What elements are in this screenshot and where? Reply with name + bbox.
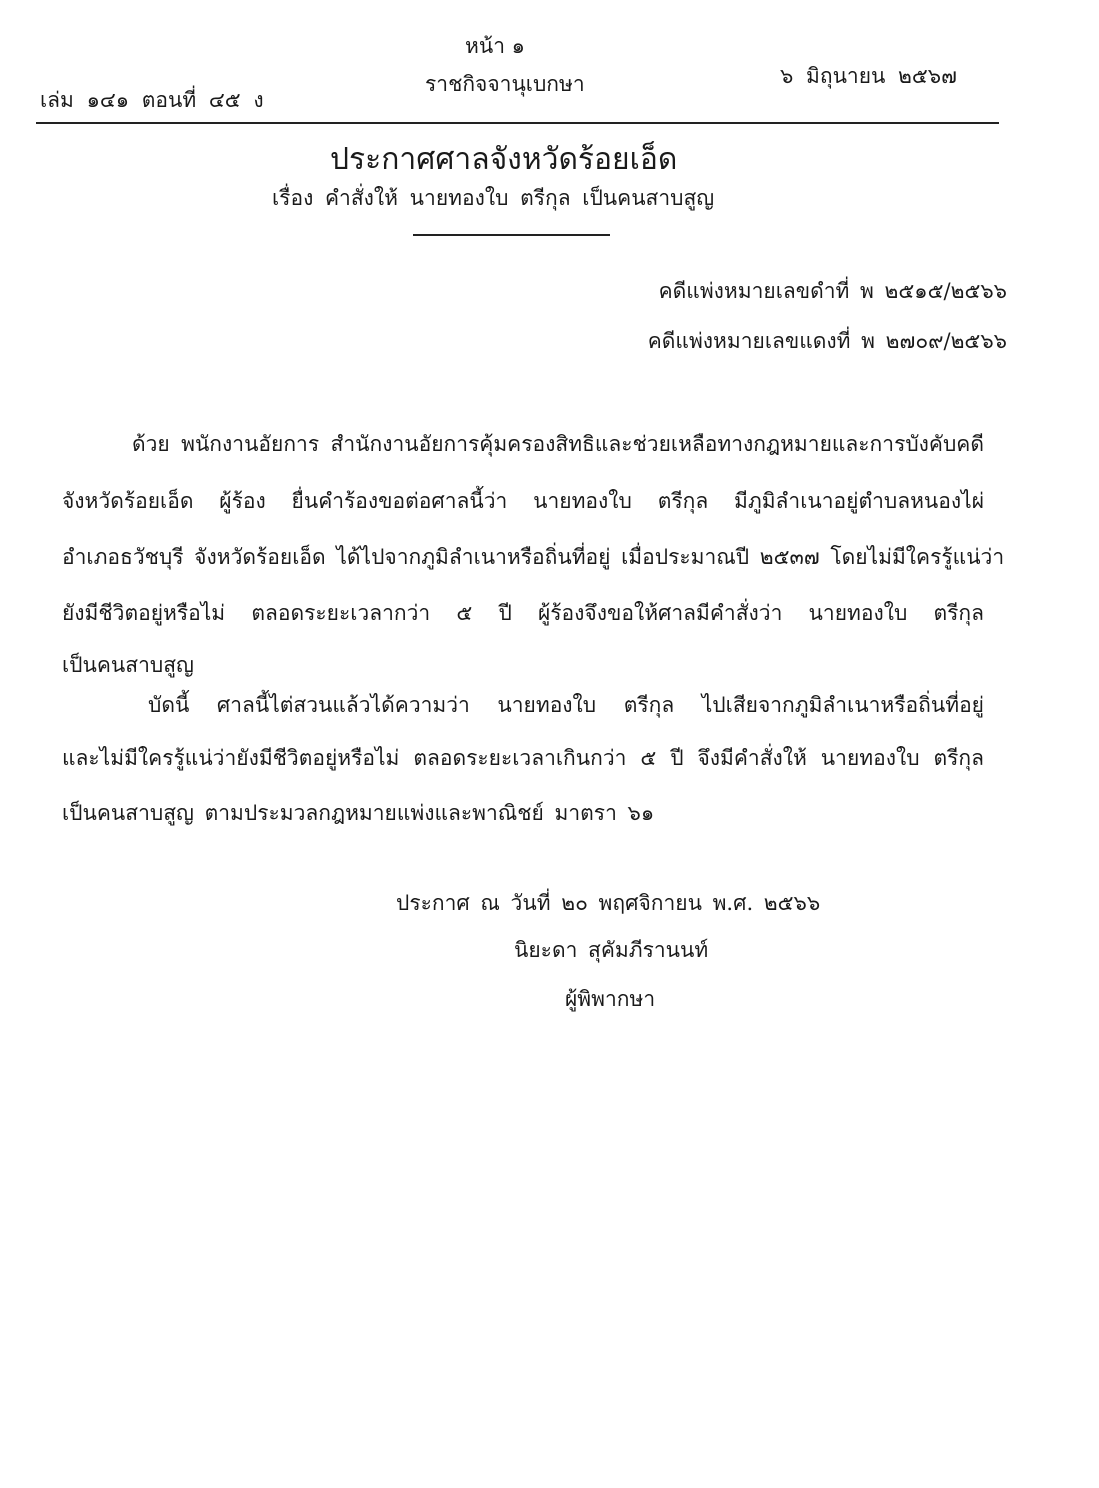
red-case-number: คดีแพ่งหมายเลขแดงที่ พ ๒๗๐๙/๒๕๖๖ (647, 329, 1007, 353)
announcement-date: ประกาศ ณ วันที่ ๒๐ พฤศจิกายน พ.ศ. ๒๕๖๖ (396, 891, 821, 915)
paragraph-2-line: และไม่มีใครรู้แน่ว่ายังมีชีวิตอยู่หรือไม่ ตลอดระยะเวลาเกินกว่า ๕ ปี จึงมีคำสั่งให้ นายทองใบ ตรีกุล (62, 746, 984, 770)
announcement-subject: เรื่อง คำสั่งให้ นายทองใบ ตรีกุล เป็นคนสาบสูญ (272, 186, 715, 210)
paragraph-1-line: อำเภอธวัชบุรี จังหวัดร้อยเอ็ด ได้ไปจากภูมิลำเนาหรือถิ่นที่อยู่ เมื่อประมาณปี ๒๕๓๗ โดยไม่มีใครรู้แน่ว่า (62, 545, 1005, 569)
paragraph-1-line: ยังมีชีวิตอยู่หรือไม่ ตลอดระยะเวลากว่า ๕ ปี ผู้ร้องจึงขอให้ศาลมีคำสั่งว่า นายทองใบ ตรีกุล (62, 601, 984, 625)
header-divider (36, 122, 999, 124)
paragraph-2-line: เป็นคนสาบสูญ ตามประมวลกฎหมายแพ่งและพาณิชย์ มาตรา ๖๑ (62, 801, 655, 825)
black-case-number: คดีแพ่งหมายเลขดำที่ พ ๒๕๑๕/๒๕๖๖ (658, 279, 1007, 303)
signer-title: ผู้พิพากษา (565, 987, 656, 1011)
paragraph-2-line: บัดนี้ ศาลนี้ไต่สวนแล้วได้ความว่า นายทองใบ ตรีกุล ไปเสียจากภูมิลำเนาหรือถิ่นที่อยู่ (148, 693, 984, 717)
paragraph-1-line: เป็นคนสาบสูญ (62, 653, 194, 677)
page-number: หน้า ๑ (465, 34, 525, 58)
paragraph-1-line: จังหวัดร้อยเอ็ด ผู้ร้อง ยื่นคำร้องขอต่อศาลนี้ว่า นายทองใบ ตรีกุล มีภูมิลำเนาอยู่ตำบลหนองไผ่ (62, 489, 984, 513)
issue-date: ๖ มิถุนายน ๒๕๖๗ (780, 64, 957, 88)
title-divider (413, 234, 610, 236)
announcement-title: ประกาศศาลจังหวัดร้อยเอ็ด (330, 142, 678, 177)
signer-name: นิยะดา สุคัมภีรานนท์ (514, 938, 709, 962)
paragraph-1-line: ด้วย พนักงานอัยการ สำนักงานอัยการคุ้มครองสิทธิและช่วยเหลือทางกฎหมายและการบังคับคดี (132, 432, 984, 456)
gazette-name: ราชกิจจานุเบกษา (425, 72, 585, 96)
issue-volume: เล่ม ๑๔๑ ตอนที่ ๔๕ ง (40, 88, 264, 112)
